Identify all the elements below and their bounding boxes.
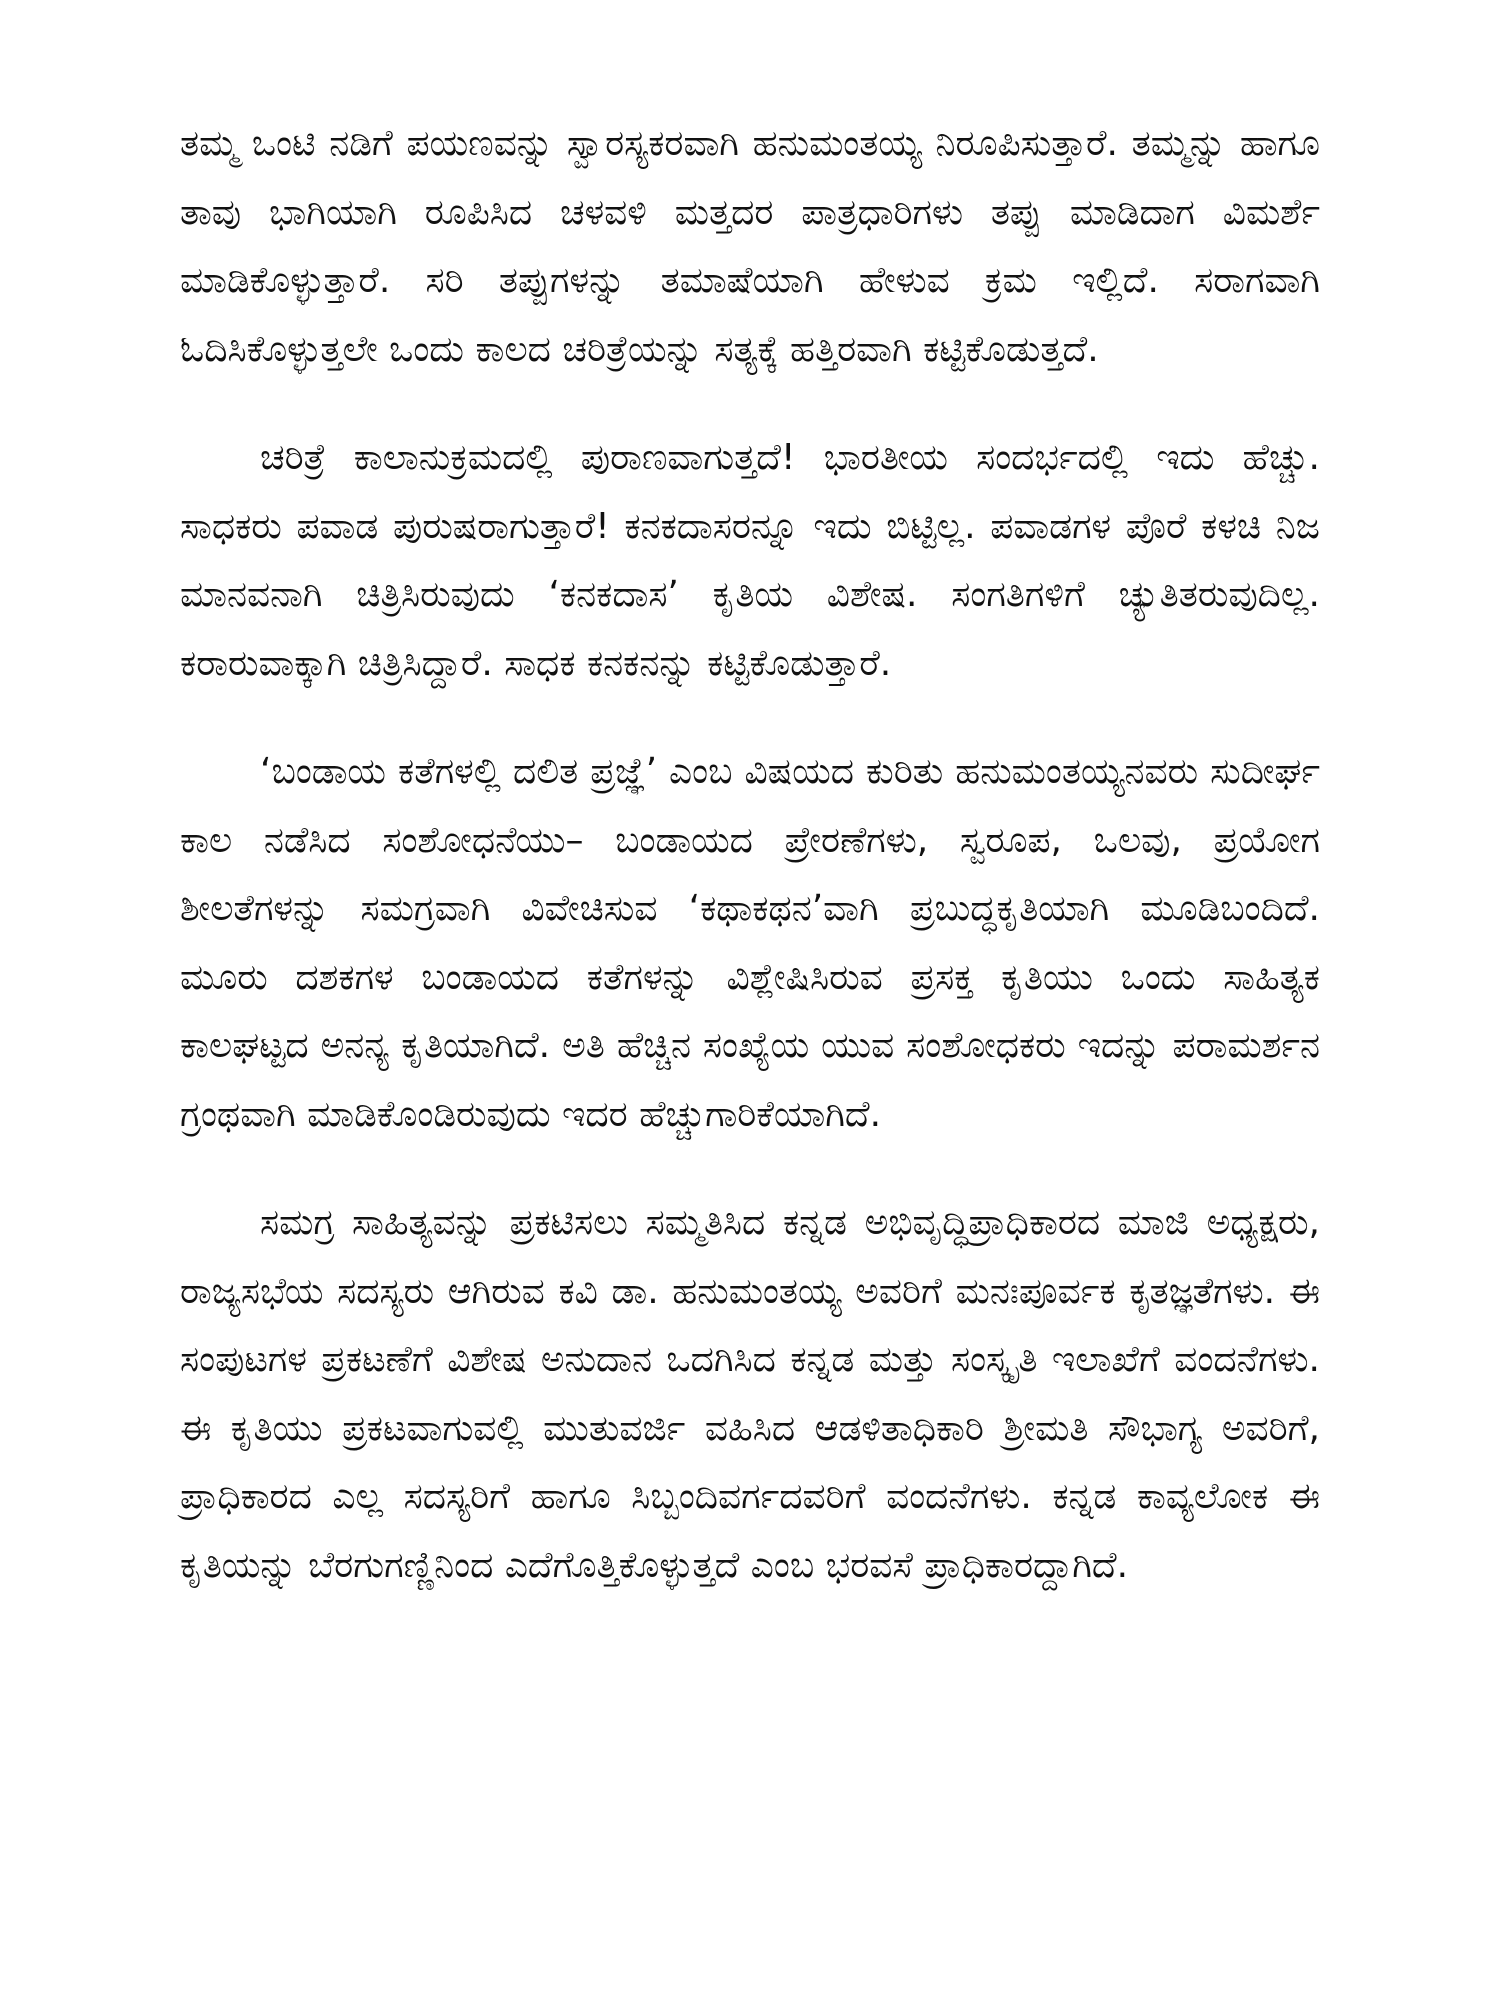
paragraph-4: ಸಮಗ್ರ ಸಾಹಿತ್ಯವನ್ನು ಪ್ರಕಟಿಸಲು ಸಮ್ಮತಿಸಿದ ಕನ್ನಡ ಅಭಿವೃದ್ಧಿಪ್ರಾಧಿಕಾರದ ಮಾಜಿ ಅಧ್ಯಕ್ಷರು, ರಾಜ್ಯಸಭೆಯ ಸದಸ್ಯರು ಆಗಿರುವ ಕವಿ ಡಾ. ಹನುಮಂತಯ್ಯ ಅವರಿಗೆ ಮನಃಪೂರ್ವಕ ಕೃತಜ್ಞತೆಗಳು. ಈ ಸಂಪುಟಗಳ ಪ್ರಕಟಣೆಗೆ ವಿಶೇಷ ಅನುದಾನ ಒದಗಿಸಿದ ಕನ್ನಡ ಮತ್ತು ಸಂಸ್ಕೃತಿ ಇಲಾಖೆಗೆ ವಂದನೆಗಳು. ಈ ಕೃತಿಯು ಪ್ರಕಟವಾಗುವಲ್ಲಿ ಮುತುವರ್ಜಿ ವಹಿಸಿದ ಆಡಳಿತಾಧಿಕಾರಿ ಶ್ರೀಮತಿ ಸೌಭಾಗ್ಯ ಅವರಿಗೆ, ಪ್ರಾಧಿಕಾರದ ಎಲ್ಲ ಸದಸ್ಯರಿಗೆ ಹಾಗೂ ಸಿಬ್ಬಂದಿವರ್ಗದವರಿಗೆ ವಂದನೆಗಳು. ಕನ್ನಡ ಕಾವ್ಯಲೋಕ ಈ ಕೃತಿಯನ್ನು ಬೆರಗುಗಣ್ಣಿನಿಂದ ಎದೆಗೊತ್ತಿಕೊಳ್ಳುತ್ತದೆ ಎಂಬ ಭರವಸೆ ಪ್ರಾಧಿಕಾರದ್ದಾಗಿದೆ.: [180, 1202, 1320, 1586]
paragraph-2: ಚರಿತ್ರೆ ಕಾಲಾನುಕ್ರಮದಲ್ಲಿ ಪುರಾಣವಾಗುತ್ತದೆ! ಭಾರತೀಯ ಸಂದರ್ಭದಲ್ಲಿ ಇದು ಹೆಚ್ಚು. ಸಾಧಕರು ಪವಾಡ ಪುರುಷರಾಗುತ್ತಾರೆ! ಕನಕದಾಸರನ್ನೂ ಇದು ಬಿಟ್ಟಿಲ್ಲ. ಪವಾಡಗಳ ಪೊರೆ ಕಳಚಿ ನಿಜ ಮಾನವನಾಗಿ ಚಿತ್ರಿಸಿರುವುದು ‘ಕನಕದಾಸ’ ಕೃತಿಯ ವಿಶೇಷ. ಸಂಗತಿಗಳಿಗೆ ಚ್ಯುತಿತರುವುದಿಲ್ಲ. ಕರಾರುವಾಕ್ಕಾಗಿ ಚಿತ್ರಿಸಿದ್ದಾರೆ. ಸಾಧಕ ಕನಕನನ್ನು ಕಟ್ಟಿಕೊಡುತ್ತಾರೆ.: [180, 437, 1320, 684]
paragraph-1: ತಮ್ಮ ಒಂಟಿ ನಡಿಗೆ ಪಯಣವನ್ನು ಸ್ವಾರಸ್ಯಕರವಾಗಿ ಹನುಮಂತಯ್ಯ ನಿರೂಪಿಸುತ್ತಾರೆ. ತಮ್ಮನ್ನು ಹಾಗೂ ತಾವು ಭಾಗಿಯಾಗಿ ರೂಪಿಸಿದ ಚಳವಳಿ ಮತ್ತದರ ಪಾತ್ರಧಾರಿಗಳು ತಪ್ಪು ಮಾಡಿದಾಗ ವಿಮರ್ಶೆ ಮಾಡಿಕೊಳ್ಳುತ್ತಾರೆ. ಸರಿ ತಪ್ಪುಗಳನ್ನು ತಮಾಷೆಯಾಗಿ ಹೇಳುವ ಕ್ರಮ ಇಲ್ಲಿದೆ. ಸರಾಗವಾಗಿ ಓದಿಸಿಕೊಳ್ಳುತ್ತಲೇ ಒಂದು ಕಾಲದ ಚರಿತ್ರೆಯನ್ನು ಸತ್ಯಕ್ಕೆ ಹತ್ತಿರವಾಗಿ ಕಟ್ಟಿಕೊಡುತ್ತದೆ.: [180, 123, 1320, 370]
paragraph-3: ‘ಬಂಡಾಯ ಕತೆಗಳಲ್ಲಿ ದಲಿತ ಪ್ರಜ್ಞೆ’ ಎಂಬ ವಿಷಯದ ಕುರಿತು ಹನುಮಂತಯ್ಯನವರು ಸುದೀರ್ಘ ಕಾಲ ನಡೆಸಿದ ಸಂಶೋಧನೆಯು– ಬಂಡಾಯದ ಪ್ರೇರಣೆಗಳು, ಸ್ವರೂಪ, ಒಲವು, ಪ್ರಯೋಗ ಶೀಲತೆಗಳನ್ನು ಸಮಗ್ರವಾಗಿ ವಿವೇಚಿಸುವ ‘ಕಥಾಕಥನ’ವಾಗಿ ಪ್ರಬುದ್ಧಕೃತಿಯಾಗಿ ಮೂಡಿಬಂದಿದೆ. ಮೂರು ದಶಕಗಳ ಬಂಡಾಯದ ಕತೆಗಳನ್ನು ವಿಶ್ಲೇಷಿಸಿರುವ ಪ್ರಸಕ್ತ ಕೃತಿಯು ಒಂದು ಸಾಹಿತ್ಯಕ ಕಾಲಘಟ್ಟದ ಅನನ್ಯ ಕೃತಿಯಾಗಿದೆ. ಅತಿ ಹೆಚ್ಚಿನ ಸಂಖ್ಯೆಯ ಯುವ ಸಂಶೋಧಕರು ಇದನ್ನು ಪರಾಮರ್ಶನ ಗ್ರಂಥವಾಗಿ ಮಾಡಿಕೊಂಡಿರುವುದು ಇದರ ಹೆಚ್ಚುಗಾರಿಕೆಯಾಗಿದೆ.: [180, 751, 1320, 1135]
